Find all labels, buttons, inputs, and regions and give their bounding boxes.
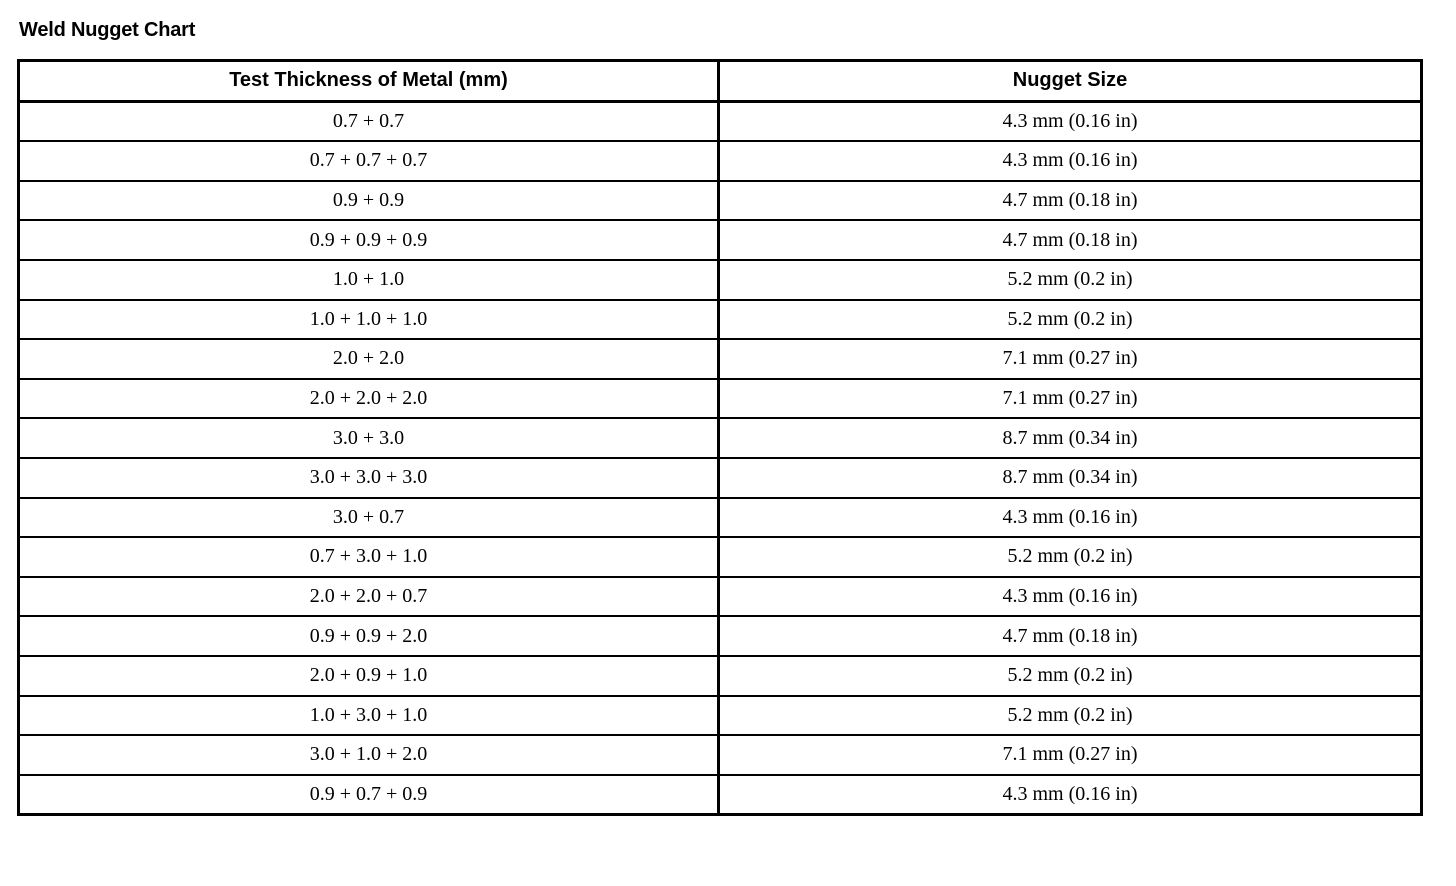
thickness-cell: 2.0 + 2.0 + 2.0 bbox=[19, 379, 719, 419]
table-row bbox=[19, 696, 1422, 736]
table-row bbox=[19, 418, 1422, 458]
thickness-cell: 1.0 + 1.0 bbox=[19, 260, 719, 300]
table-row bbox=[19, 537, 1422, 577]
table-row bbox=[19, 101, 1422, 141]
nugget-size-cell: 7.1 mm (0.27 in) bbox=[719, 379, 1422, 419]
table-row bbox=[19, 141, 1422, 181]
thickness-cell: 3.0 + 3.0 + 3.0 bbox=[19, 458, 719, 498]
table-row bbox=[19, 498, 1422, 538]
page-title: Weld Nugget Chart bbox=[19, 19, 196, 41]
thickness-cell: 3.0 + 3.0 bbox=[19, 418, 719, 458]
column-header-thickness: Test Thickness of Metal (mm) bbox=[19, 61, 719, 102]
table-row bbox=[19, 616, 1422, 656]
thickness-cell: 0.9 + 0.9 + 2.0 bbox=[19, 616, 719, 656]
nugget-size-cell: 5.2 mm (0.2 in) bbox=[719, 300, 1422, 340]
table-row bbox=[19, 260, 1422, 300]
nugget-size-cell: 5.2 mm (0.2 in) bbox=[719, 696, 1422, 736]
thickness-cell: 0.9 + 0.7 + 0.9 bbox=[19, 775, 719, 815]
thickness-cell: 2.0 + 2.0 bbox=[19, 339, 719, 379]
weld-nugget-table bbox=[17, 59, 1423, 816]
table-row bbox=[19, 656, 1422, 696]
nugget-size-cell: 4.3 mm (0.16 in) bbox=[719, 775, 1422, 815]
nugget-size-cell: 5.2 mm (0.2 in) bbox=[719, 260, 1422, 300]
column-header-nugget-size: Nugget Size bbox=[719, 61, 1422, 102]
thickness-cell: 0.7 + 3.0 + 1.0 bbox=[19, 537, 719, 577]
thickness-cell: 0.9 + 0.9 bbox=[19, 181, 719, 221]
thickness-cell: 0.7 + 0.7 bbox=[19, 101, 719, 141]
nugget-size-cell: 5.2 mm (0.2 in) bbox=[719, 656, 1422, 696]
nugget-size-cell: 4.7 mm (0.18 in) bbox=[719, 220, 1422, 260]
nugget-size-cell: 4.7 mm (0.18 in) bbox=[719, 181, 1422, 221]
nugget-size-cell: 7.1 mm (0.27 in) bbox=[719, 339, 1422, 379]
table-row bbox=[19, 220, 1422, 260]
table-row bbox=[19, 379, 1422, 419]
table-row bbox=[19, 181, 1422, 221]
table-row bbox=[19, 775, 1422, 815]
thickness-cell: 2.0 + 0.9 + 1.0 bbox=[19, 656, 719, 696]
thickness-cell: 2.0 + 2.0 + 0.7 bbox=[19, 577, 719, 617]
nugget-size-cell: 4.7 mm (0.18 in) bbox=[719, 616, 1422, 656]
nugget-size-cell: 8.7 mm (0.34 in) bbox=[719, 458, 1422, 498]
table-row bbox=[19, 458, 1422, 498]
nugget-size-cell: 4.3 mm (0.16 in) bbox=[719, 498, 1422, 538]
table-header-row bbox=[19, 61, 1422, 102]
nugget-size-cell: 7.1 mm (0.27 in) bbox=[719, 735, 1422, 775]
thickness-cell: 0.7 + 0.7 + 0.7 bbox=[19, 141, 719, 181]
thickness-cell: 1.0 + 3.0 + 1.0 bbox=[19, 696, 719, 736]
thickness-cell: 3.0 + 1.0 + 2.0 bbox=[19, 735, 719, 775]
nugget-size-cell: 4.3 mm (0.16 in) bbox=[719, 141, 1422, 181]
nugget-size-cell: 5.2 mm (0.2 in) bbox=[719, 537, 1422, 577]
table-row bbox=[19, 339, 1422, 379]
nugget-size-cell: 8.7 mm (0.34 in) bbox=[719, 418, 1422, 458]
thickness-cell: 1.0 + 1.0 + 1.0 bbox=[19, 300, 719, 340]
table-row bbox=[19, 577, 1422, 617]
thickness-cell: 3.0 + 0.7 bbox=[19, 498, 719, 538]
table-row bbox=[19, 300, 1422, 340]
thickness-cell: 0.9 + 0.9 + 0.9 bbox=[19, 220, 719, 260]
table-row bbox=[19, 735, 1422, 775]
table-body bbox=[19, 101, 1422, 815]
nugget-size-cell: 4.3 mm (0.16 in) bbox=[719, 101, 1422, 141]
nugget-size-cell: 4.3 mm (0.16 in) bbox=[719, 577, 1422, 617]
